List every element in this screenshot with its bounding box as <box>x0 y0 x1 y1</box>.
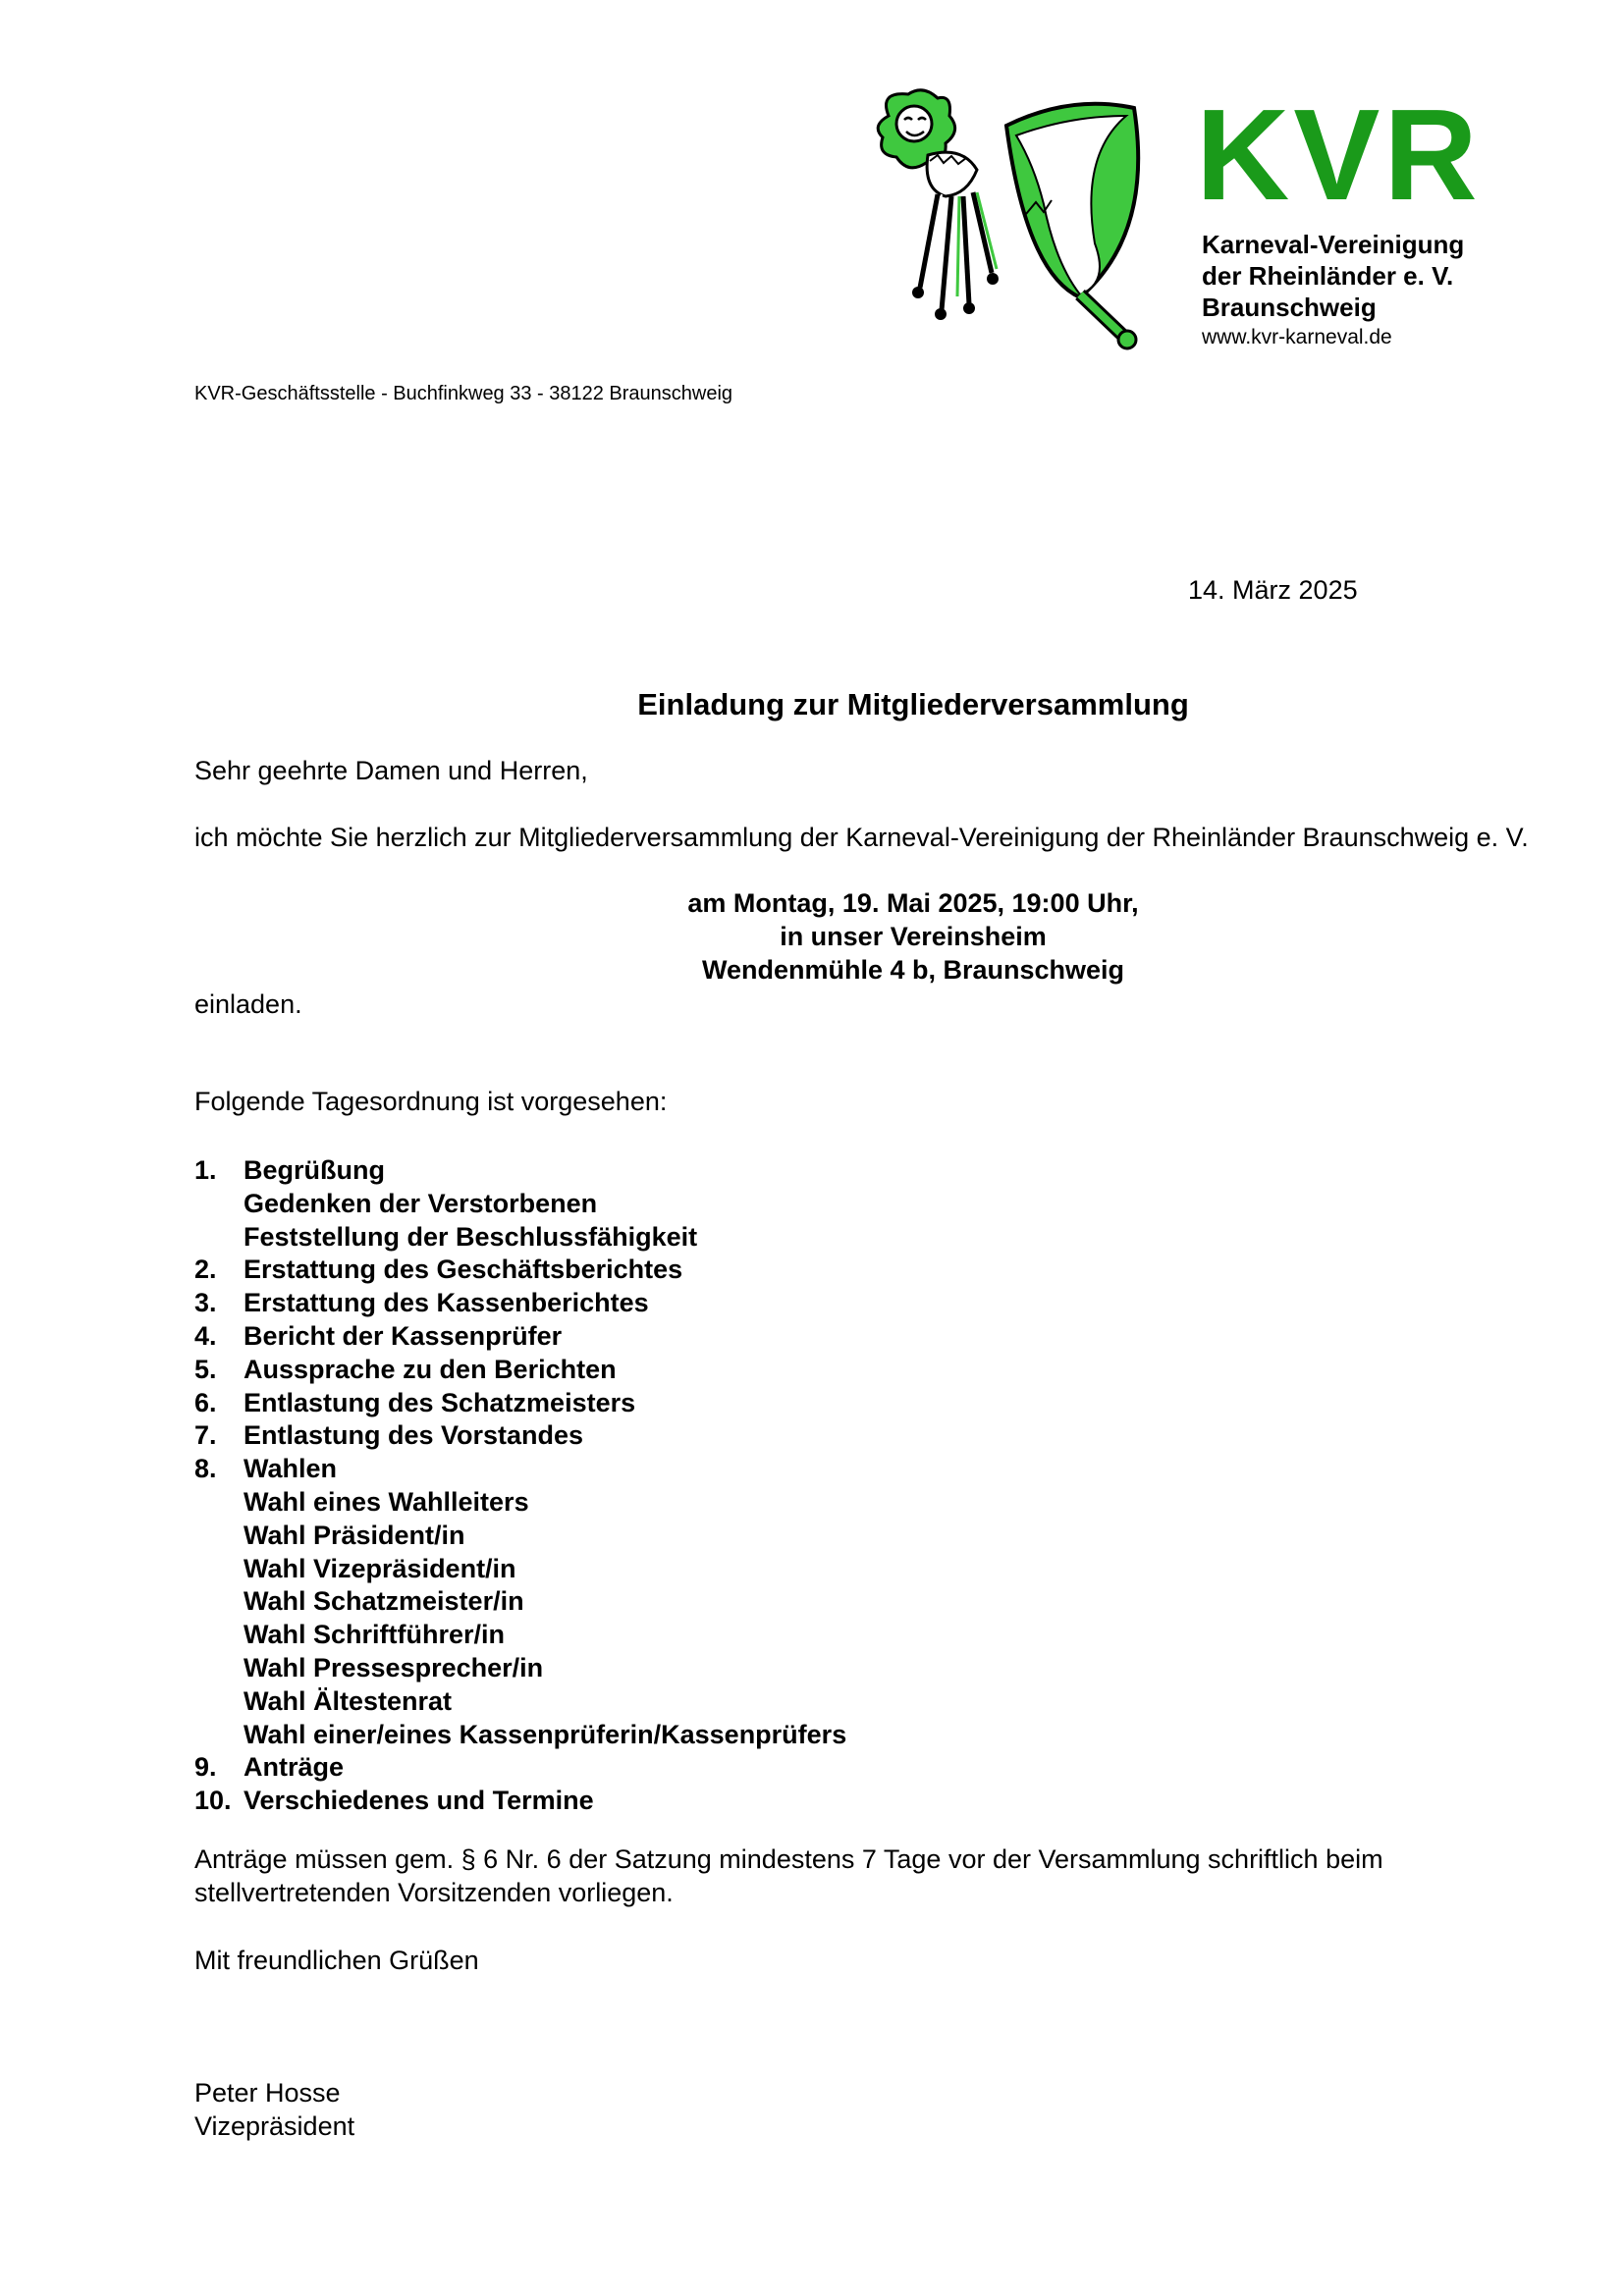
agenda-subitem: Wahl einer/eines Kassenprüferin/Kassenprüfers <box>244 1719 847 1749</box>
org-line: der Rheinländer e. V. <box>1202 261 1454 291</box>
agenda-item <box>194 1154 846 1188</box>
agenda-label: Anträge <box>244 1752 345 1783</box>
agenda-intro: Folgende Tagesordnung ist vorgesehen: <box>194 1087 668 1116</box>
agenda-item <box>194 1287 846 1320</box>
letter-title: Einladung zur Mitgliederversammlung <box>637 687 1189 721</box>
agenda-item <box>194 1419 846 1453</box>
agenda-number: 5. <box>194 1354 217 1384</box>
agenda-item <box>194 1785 846 1818</box>
agenda-item <box>194 1254 846 1287</box>
agenda-number: 10. <box>194 1786 232 1816</box>
invite-end: einladen. <box>194 989 302 1019</box>
closing: Mit freundlichen Grüßen <box>194 1946 479 1975</box>
agenda-label: Erstattung des Kassenberichtes <box>244 1288 649 1318</box>
agenda-subitem: Wahl Ältestenrat <box>244 1685 453 1716</box>
agenda-label: Wahlen <box>244 1454 338 1484</box>
signer-name: Peter Hosse <box>194 2078 341 2108</box>
agenda-item <box>194 1320 846 1354</box>
logo-wordmark: KVR <box>1196 82 1482 227</box>
sender-address-line: KVR-Geschäftsstelle - Buchfinkweg 33 - 38122 Braunschweig <box>194 383 733 404</box>
salutation: Sehr geehrte Damen und Herren, <box>194 756 588 785</box>
org-line: Karneval-Vereinigung <box>1202 230 1465 259</box>
agenda-number: 6. <box>194 1387 217 1417</box>
agenda-number: 4. <box>194 1320 217 1351</box>
website-link[interactable]: www.kvr-karneval.de <box>1202 326 1392 348</box>
agenda-number: 9. <box>194 1752 217 1783</box>
agenda-item <box>194 1387 846 1420</box>
agenda-label: Bericht der Kassenprüfer <box>244 1320 563 1351</box>
signer-role: Vizepräsident <box>194 2111 355 2141</box>
letter-date: 14. März 2025 <box>1188 575 1358 605</box>
agenda-subitem: Feststellung der Beschlussfähigkeit <box>244 1221 698 1252</box>
agenda-label: Begrüßung <box>244 1155 385 1185</box>
agenda-subitem: Wahl Schriftführer/in <box>244 1620 506 1650</box>
agenda-label: Entlastung des Vorstandes <box>244 1420 584 1451</box>
motions-note: Anträge müssen gem. § 6 Nr. 6 der Satzung mindestens 7 Tage vor der Versammlung schriftlich beim stellvertretenden Vorsitzenden vorliegen. <box>194 1844 1383 1907</box>
agenda-item <box>194 1751 846 1785</box>
agenda-subitem: Wahl Präsident/in <box>244 1520 465 1550</box>
agenda-item <box>194 1453 846 1486</box>
agenda-label: Verschiedenes und Termine <box>244 1786 594 1816</box>
meeting-place-line: in unser Vereinsheim <box>780 922 1047 951</box>
agenda-subitem: Wahl Pressesprecher/in <box>244 1652 544 1682</box>
agenda-number: 2. <box>194 1255 217 1285</box>
intro-paragraph: ich möchte Sie herzlich zur Mitgliederversammlung der Karneval-Vereinigung der Rheinländer Braunschweig e. V. <box>194 823 1529 852</box>
agenda-subitem: Wahl Vizepräsident/in <box>244 1553 516 1583</box>
jester-figure <box>878 90 999 320</box>
meeting-date-line: am Montag, 19. Mai 2025, 19:00 Uhr, <box>687 888 1139 918</box>
agenda-number: 8. <box>194 1454 217 1484</box>
agenda-list <box>194 1154 846 1818</box>
kvr-logo-emblem <box>869 86 1164 353</box>
organization-name <box>1202 229 1464 323</box>
agenda-number: 1. <box>194 1155 217 1185</box>
agenda-label: Erstattung des Geschäftsberichtes <box>244 1255 683 1285</box>
agenda-subitem: Wahl eines Wahlleiters <box>244 1486 529 1517</box>
agenda-number: 3. <box>194 1288 217 1318</box>
meeting-address-line: Wendenmühle 4 b, Braunschweig <box>701 955 1125 985</box>
agenda-subitem: Wahl Schatzmeister/in <box>244 1586 524 1617</box>
agenda-label: Entlastung des Schatzmeisters <box>244 1387 636 1417</box>
shield-icon <box>1006 104 1138 348</box>
agenda-label: Aussprache zu den Berichten <box>244 1354 617 1384</box>
meeting-details <box>0 886 1624 987</box>
agenda-number: 7. <box>194 1420 217 1451</box>
agenda-subitem: Gedenken der Verstorbenen <box>244 1188 598 1218</box>
agenda-item <box>194 1354 846 1387</box>
org-line: Braunschweig <box>1202 293 1377 322</box>
